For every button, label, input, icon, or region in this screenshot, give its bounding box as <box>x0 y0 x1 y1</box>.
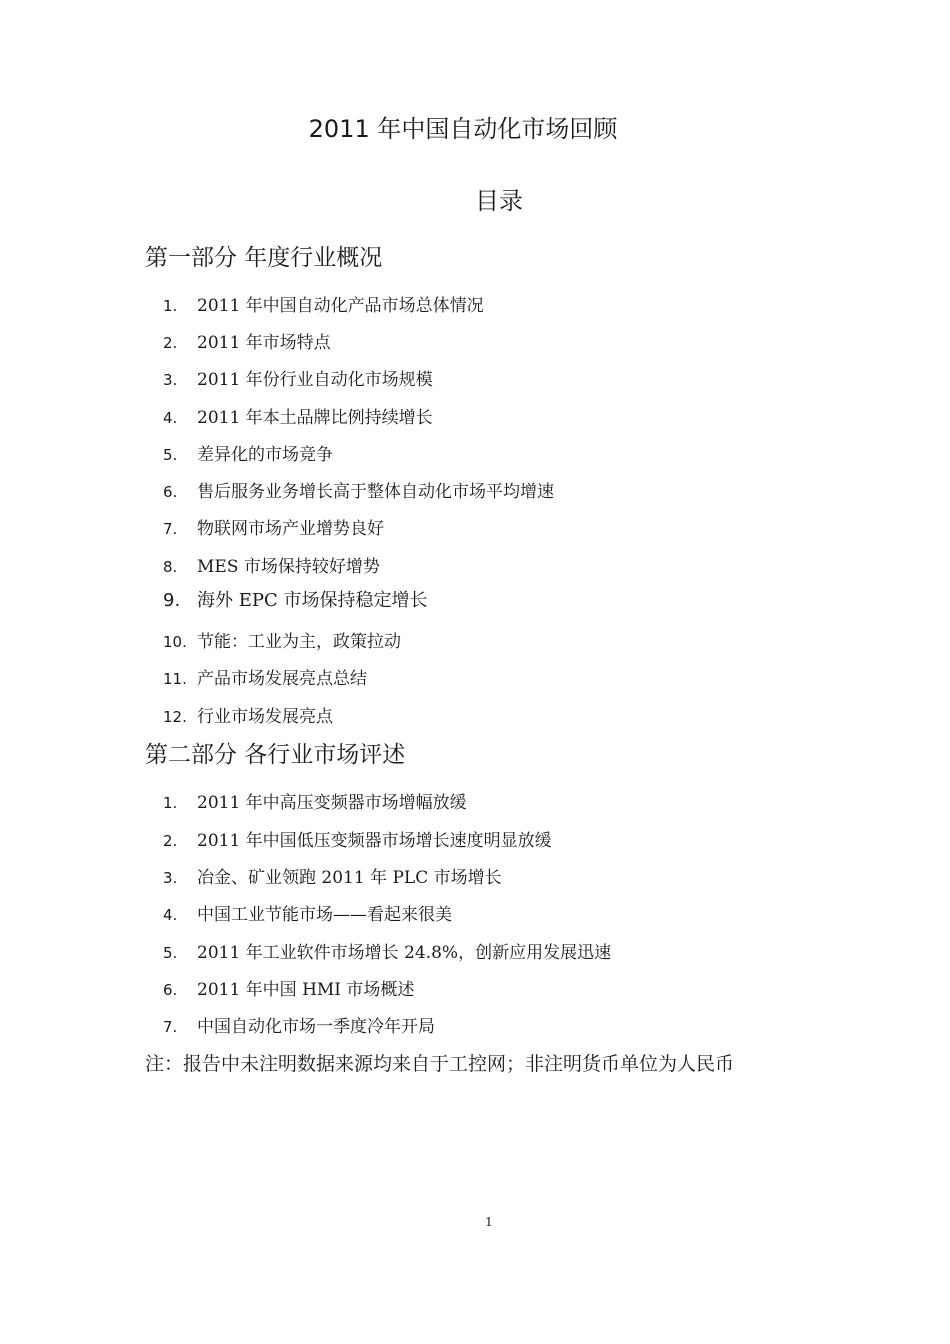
item-number: 12. <box>163 708 187 726</box>
item-text: 2011 年份行业自动化市场规模 <box>197 370 433 390</box>
footnote: 注：报告中未注明数据来源均来自于工控网；非注明货币单位为人民币 <box>145 1053 735 1075</box>
item-number: 6. <box>163 483 178 501</box>
item-text: 中国自动化市场一季度冷年开局 <box>197 1017 435 1037</box>
item-number: 4. <box>163 409 178 427</box>
item-number: 5. <box>163 446 178 464</box>
page-number: 1 <box>485 1215 493 1229</box>
item-number: 10. <box>163 633 187 651</box>
item-number: 3. <box>163 869 178 887</box>
item-number: 6. <box>163 981 178 999</box>
item-number: 8. <box>163 558 178 576</box>
item-number: 5. <box>163 944 178 962</box>
item-text: 2011 年中国低压变频器市场增长速度明显放缓 <box>197 831 552 851</box>
item-text: 海外 EPC 市场保持稳定增长 <box>197 590 428 611</box>
item-text: 2011 年本土品牌比例持续增长 <box>197 408 433 428</box>
item-number: 7. <box>163 520 178 538</box>
item-number: 7. <box>163 1018 178 1036</box>
item-text: 物联网市场产业增势良好 <box>197 519 384 539</box>
item-text: 2011 年中国自动化产品市场总体情况 <box>197 296 484 316</box>
item-number: 2. <box>163 832 178 850</box>
item-number: 1. <box>163 794 178 812</box>
item-text: 差异化的市场竞争 <box>197 445 333 465</box>
item-text: 行业市场发展亮点 <box>197 707 333 727</box>
item-number: 9. <box>163 590 181 611</box>
item-text: 售后服务业务增长高于整体自动化市场平均增速 <box>197 482 554 502</box>
item-text: 2011 年工业软件市场增长 24.8%，创新应用发展迅速 <box>197 943 612 963</box>
item-number: 2. <box>163 334 178 352</box>
item-number: 4. <box>163 906 178 924</box>
document-title <box>0 112 950 146</box>
item-number: 1. <box>163 297 178 315</box>
item-text: 中国工业节能市场——看起来很美 <box>197 905 452 925</box>
item-number: 3. <box>163 371 178 389</box>
item-text: 冶金、矿业领跑 2011 年 PLC 市场增长 <box>197 868 502 888</box>
toc-heading: 目录 <box>475 187 523 215</box>
part2-heading: 第二部分 各行业市场评述 <box>145 742 406 768</box>
item-text: 节能：工业为主，政策拉动 <box>197 632 401 652</box>
document-title-text: 2011 年中国自动化市场回顾 <box>308 115 618 143</box>
item-text: 产品市场发展亮点总结 <box>197 669 367 689</box>
item-text: MES 市场保持较好增势 <box>197 557 380 577</box>
item-number: 11. <box>163 670 187 688</box>
part1-heading: 第一部分 年度行业概况 <box>145 245 383 271</box>
item-text: 2011 年市场特点 <box>197 333 331 353</box>
item-text: 2011 年中国 HMI 市场概述 <box>197 980 415 1000</box>
item-text: 2011 年中高压变频器市场增幅放缓 <box>197 793 467 813</box>
